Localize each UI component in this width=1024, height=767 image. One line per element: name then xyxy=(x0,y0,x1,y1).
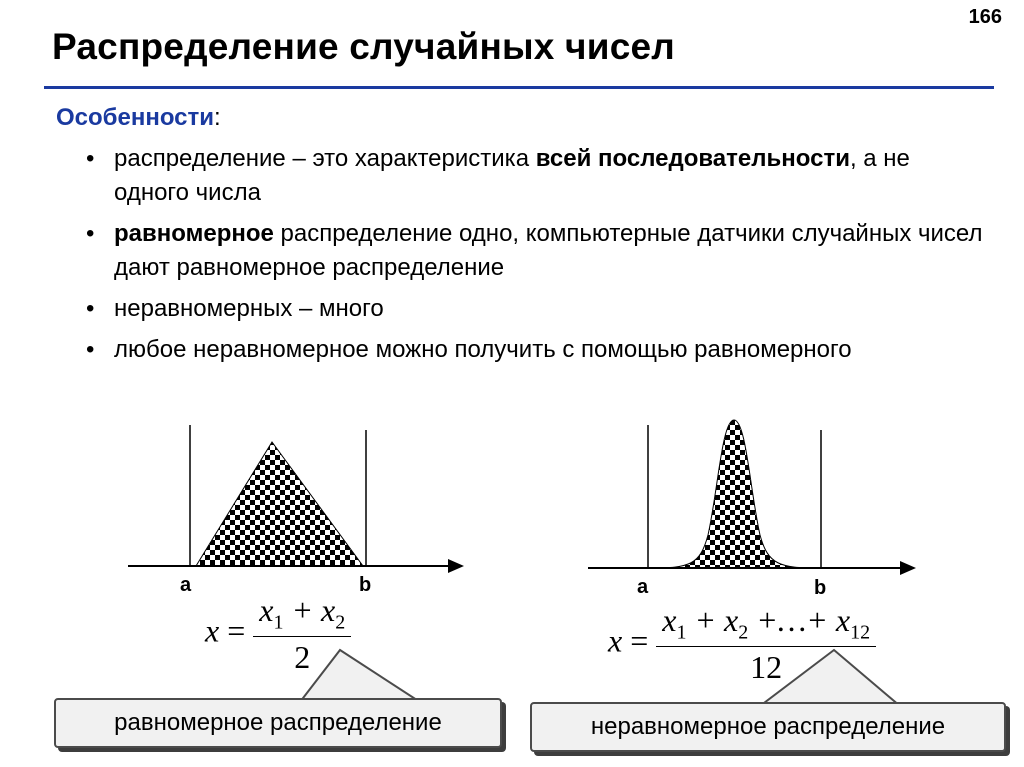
left-callout-text: равномерное распределение xyxy=(114,709,442,736)
left-triangle-area xyxy=(196,442,363,566)
bullet-text: распределение одно, компьютерные датчики случайных чисел дают равномерное распределение xyxy=(114,220,983,281)
right-num-x1: x xyxy=(662,602,677,638)
left-num-x1: x xyxy=(259,592,274,628)
right-num-x12: +…+ x xyxy=(756,602,851,638)
heading-label: Особенности xyxy=(56,104,215,131)
left-num-x2: + x xyxy=(291,592,336,628)
left-formula-fraction xyxy=(253,592,351,676)
right-num-sub1: 1 xyxy=(676,621,687,644)
left-callout-box xyxy=(54,698,502,748)
right-formula-fraction xyxy=(656,602,876,686)
slide-title: Распределение случайных чисел xyxy=(52,26,675,67)
left-x-axis-arrow xyxy=(448,559,464,573)
right-num-sub12: 12 xyxy=(850,621,871,644)
bullet-text: любое неравномерное можно получить с помощью равномерного xyxy=(114,336,852,363)
right-label-a: a xyxy=(637,576,649,598)
bullet-bold-text: всей последовательности xyxy=(535,145,850,172)
heading-suffix: : xyxy=(214,104,221,131)
left-num-sub2: 2 xyxy=(335,611,346,634)
right-denominator: 12 xyxy=(750,649,783,686)
right-x-axis-arrow xyxy=(900,561,916,575)
left-denominator: 2 xyxy=(294,639,311,676)
left-num-sub1: 1 xyxy=(273,611,284,634)
left-distribution-chart xyxy=(128,425,464,573)
right-num-sub2: 2 xyxy=(738,621,749,644)
right-num-x2: + x xyxy=(694,602,739,638)
right-distribution-chart xyxy=(588,420,916,575)
left-formula-lhs: x = xyxy=(205,612,246,649)
bullet-text: , а не одного числа xyxy=(114,145,910,206)
left-label-a: a xyxy=(180,574,192,596)
left-formula xyxy=(205,592,351,676)
right-formula xyxy=(608,602,876,686)
bullet-bold-text: равномерное xyxy=(114,220,274,247)
bullet-text: неравномерных – много xyxy=(114,295,384,322)
left-label-b: b xyxy=(359,574,372,596)
bullet-text: распределение – это характеристика xyxy=(114,145,536,172)
right-formula-lhs: x = xyxy=(608,622,649,659)
right-bell-area xyxy=(650,420,819,568)
right-callout-box xyxy=(530,702,1006,752)
slide-number: 166 xyxy=(968,6,1002,28)
right-callout-text: неравномерное распределение xyxy=(590,713,946,740)
right-label-b: b xyxy=(814,577,827,599)
